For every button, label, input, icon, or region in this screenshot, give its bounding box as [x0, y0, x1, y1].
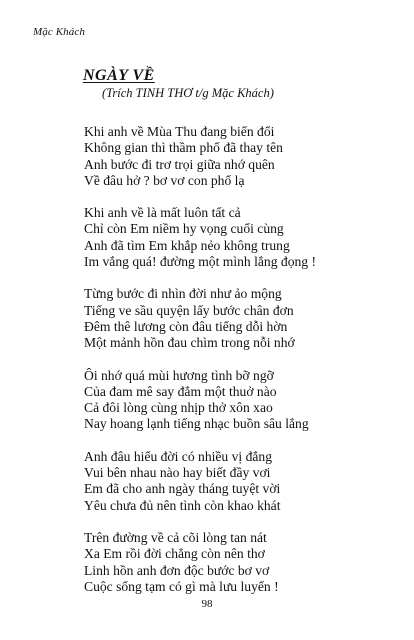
poem-line: Về đâu hở ? bơ vơ con phố lạ [84, 172, 245, 188]
poem-line: Không gian thì thầm phố đã thay tên [84, 140, 283, 156]
poem-line: Yêu chưa đủ nên tình còn khao khát [84, 497, 281, 513]
poem-line: Cả đôi lòng cùng nhịp thở xôn xao [84, 400, 273, 416]
poem-line: Một mảnh hồn đau chìm trong nỗi nhớ [84, 335, 295, 351]
poem-line: Khi anh về là mất luôn tất cả [84, 205, 241, 221]
poem-line: Anh bước đi trơ trọi giữa nhớ quên [84, 156, 275, 172]
poem-line: Đêm thê lương còn đâu tiếng dỗi hờn [84, 318, 288, 334]
poem-line: Từng bước đi nhìn đời như ảo mộng [84, 286, 282, 302]
poem-line: Trên đường về cả cõi lòng tan nát [84, 529, 267, 545]
poem-line: Khi anh về Mùa Thu đang biến đổi [84, 124, 275, 139]
stanza-1 [84, 124, 404, 189]
stanza-4 [84, 368, 404, 433]
poem-line: Linh hồn anh đơn độc bước bơ vơ [84, 562, 270, 578]
stanza-2 [84, 205, 404, 270]
poem-line: Chỉ còn Em niềm hy vọng cuối cùng [84, 221, 284, 237]
poem-line: Anh đâu hiểu đời có nhiều vị đắng [84, 448, 273, 464]
poem-line: Ôi nhớ quá mùi hương tình bỡ ngỡ [84, 367, 274, 383]
poem-line: Tiếng ve sầu quyện lấy bước chân đơn [84, 302, 294, 318]
poem-line: Anh đã tìm Em khắp nẻo không trung [84, 237, 290, 253]
stanza-5 [84, 449, 404, 514]
poem-title: NGÀY VỀ [83, 67, 155, 84]
stanza-3 [84, 286, 404, 351]
running-header-author: Mặc Khách [33, 26, 85, 38]
poem-line: Xa Em rồi đời chẳng còn nên thơ [84, 546, 265, 562]
poem-line: Vui bên nhau nào hay biết đầy vơi [84, 465, 271, 481]
poem-line: Của đam mê say đắm một thuở nào [84, 383, 277, 399]
poem-subtitle: (Trích TINH THƠ t/g Mặc Khách) [102, 86, 274, 100]
poem-line: Cuộc sống tạm có gì mà lưu luyến ! [84, 578, 279, 594]
poem-line: Im vắng quá! đường một mình lắng đọng ! [84, 254, 317, 270]
poem-line: Em đã cho anh ngày tháng tuyệt vời [84, 481, 281, 497]
poem-line: Nay hoang lạnh tiếng nhạc buồn sâu lắng [84, 416, 309, 432]
page-number: 98 [201, 598, 213, 610]
stanza-6 [84, 530, 404, 595]
poem-body [84, 124, 404, 611]
